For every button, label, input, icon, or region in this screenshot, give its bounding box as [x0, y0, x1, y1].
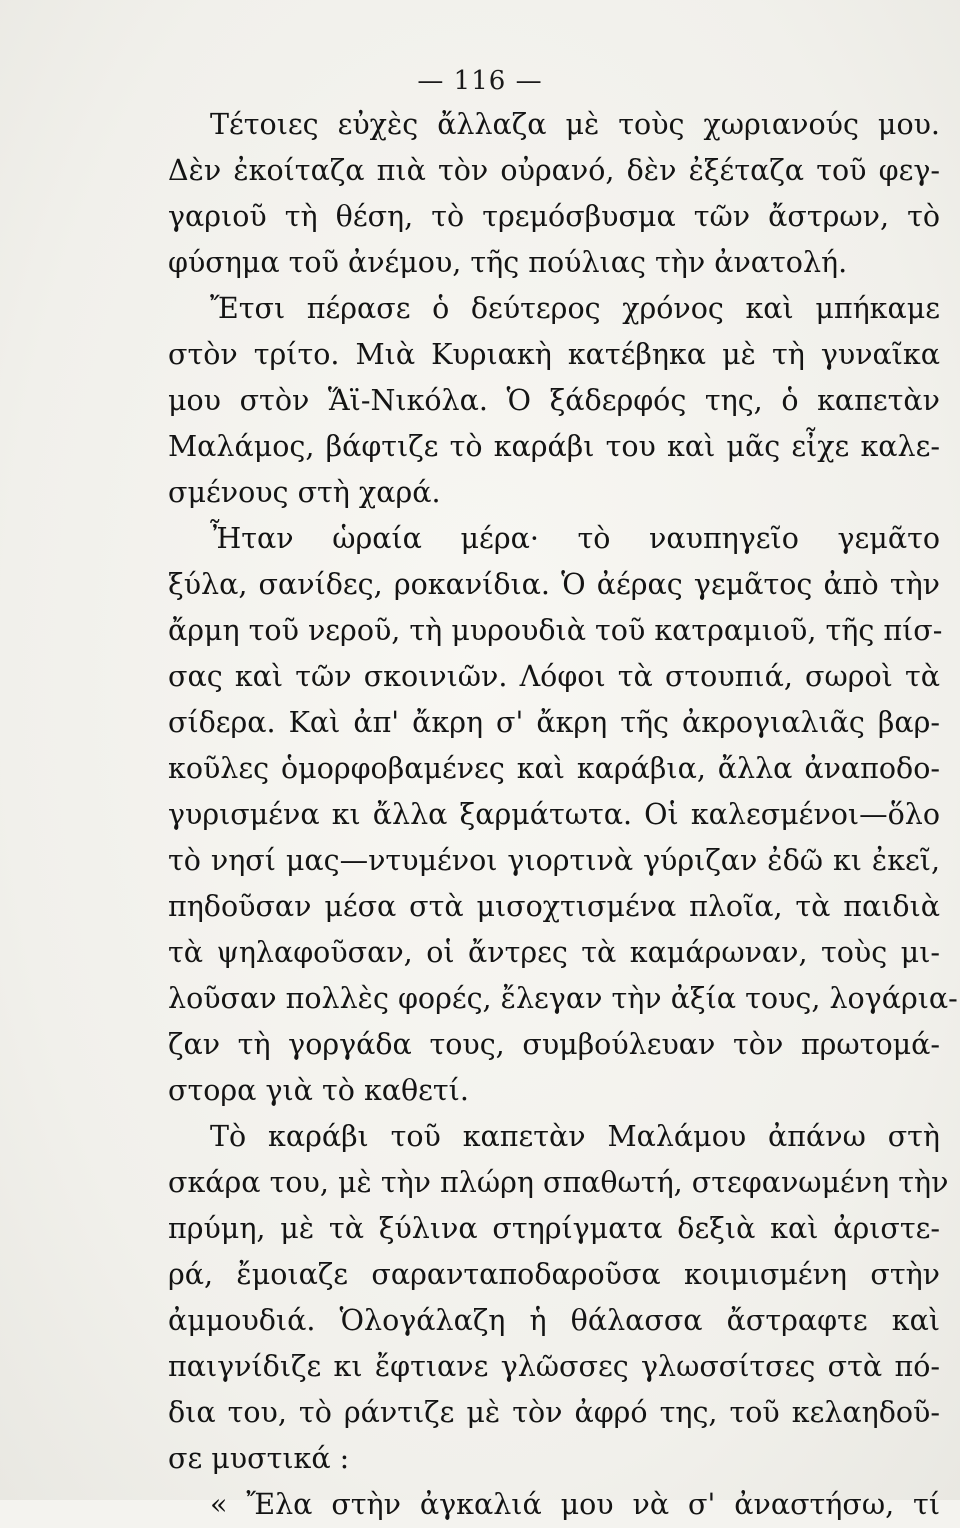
text-line: πρύμη, μὲ τὰ ξύλινα στηρίγματα δεξιὰ καὶ ἀριστε-: [168, 1212, 940, 1245]
text-line: Δὲν ἐκοίταζα πιὰ τὸν οὐρανό, δὲν ἐξέταζα τοῦ φεγ-: [168, 154, 940, 187]
text-line: ρά, ἔμοιαζε σαρανταποδαροῦσα κοιμισμένη στὴν: [168, 1258, 940, 1291]
text-line: γυρισμένα κι ἄλλα ξαρμάτωτα. Οἱ καλεσμένοι—ὅλο: [168, 798, 940, 831]
text-line: στορα γιὰ τὸ καθετί.: [168, 1074, 469, 1107]
text-line: παιγνίδιζε κι ἔφτιανε γλῶσσες γλωσσίτσες στὰ πό-: [168, 1350, 940, 1383]
text-line: κοῦλες ὁμορφοβαμένες καὶ καράβια, ἄλλα ἀναποδο-: [168, 752, 940, 785]
text-line: τὸ νησί μας—ντυμένοι γιορτινὰ γύριζαν ἐδῶ κι ἐκεῖ,: [168, 844, 940, 877]
text-line: λοῦσαν πολλὲς φορές, ἔλεγαν τὴν ἀξία τους, λογάρια-: [168, 982, 958, 1015]
body-text: [168, 102, 958, 1528]
text-line: Μαλάμος, βάφτιζε τὸ καράβι του καὶ μᾶς εἶχε καλε-: [168, 430, 940, 463]
text-line: Ἔτσι πέρασε ὁ δεύτερος χρόνος καὶ μπήκαμε: [210, 292, 940, 325]
text-line: « Ἔλα στὴν ἀγκαλιά μου νὰ σ' ἀναστήσω, τί: [210, 1488, 940, 1521]
text-line: τὰ ψηλαφοῦσαν, οἱ ἄντρες τὰ καμάρωναν, τοὺς μι-: [168, 936, 940, 969]
text-line: σας καὶ τῶν σκοινιῶν. Λόφοι τὰ στουπιά, σωροὶ τὰ: [168, 660, 940, 693]
text-line: σε μυστικά :: [168, 1442, 350, 1475]
text-line: ξύλα, σανίδες, ροκανίδια. Ὁ ἀέρας γεμᾶτος ἀπὸ τὴν: [168, 568, 940, 601]
text-line: δια του, τὸ ράντιζε μὲ τὸν ἀφρό της, τοῦ κελαηδοῦ-: [168, 1396, 940, 1429]
page-number: — 116 —: [417, 66, 543, 96]
text-line: Τέτοιες εὐχὲς ἄλλαζα μὲ τοὺς χωριανούς μου.: [210, 108, 940, 141]
text-line: φύσημα τοῦ ἀνέμου, τῆς πούλιας τὴν ἀνατολή.: [168, 246, 848, 279]
text-line: ἄρμη τοῦ νεροῦ, τὴ μυρουδιὰ τοῦ κατραμιοῦ, τῆς πίσ-: [168, 614, 943, 647]
text-line: στὸν τρίτο. Μιὰ Κυριακὴ κατέβηκα μὲ τὴ γυναῖκα: [168, 338, 940, 371]
text-line: πηδοῦσαν μέσα στὰ μισοχτισμένα πλοῖα, τὰ παιδιὰ: [168, 890, 940, 923]
text-line: Ἦταν ὡραία μέρα· τὸ ναυπηγεῖο γεμᾶτο: [210, 522, 940, 555]
text-line: σίδερα. Καὶ ἀπ' ἄκρη σ' ἄκρη τῆς ἀκρογιαλιᾶς βαρ-: [168, 706, 940, 739]
text-line: ἀμμουδιά. Ὁλογάλαζη ἡ θάλασσα ἄστραφτε καὶ: [168, 1304, 940, 1337]
text-line: σκάρα του, μὲ τὴν πλώρη σπαθωτή, στεφανωμένη τὴν: [168, 1166, 949, 1199]
text-line: ζαν τὴ γοργάδα τους, συμβούλευαν τὸν πρωτομά-: [168, 1028, 940, 1061]
text-line: σμένους στὴ χαρά.: [168, 476, 441, 509]
text-line: Τὸ καράβι τοῦ καπετὰν Μαλάμου ἀπάνω στὴ: [210, 1120, 940, 1153]
text-line: μου στὸν Ἅϊ-Νικόλα. Ὁ ξάδερφός της, ὁ καπετὰν: [168, 384, 940, 417]
text-line: γαριοῦ τὴ θέση, τὸ τρεμόσβυσμα τῶν ἄστρων, τὸ: [168, 200, 940, 233]
